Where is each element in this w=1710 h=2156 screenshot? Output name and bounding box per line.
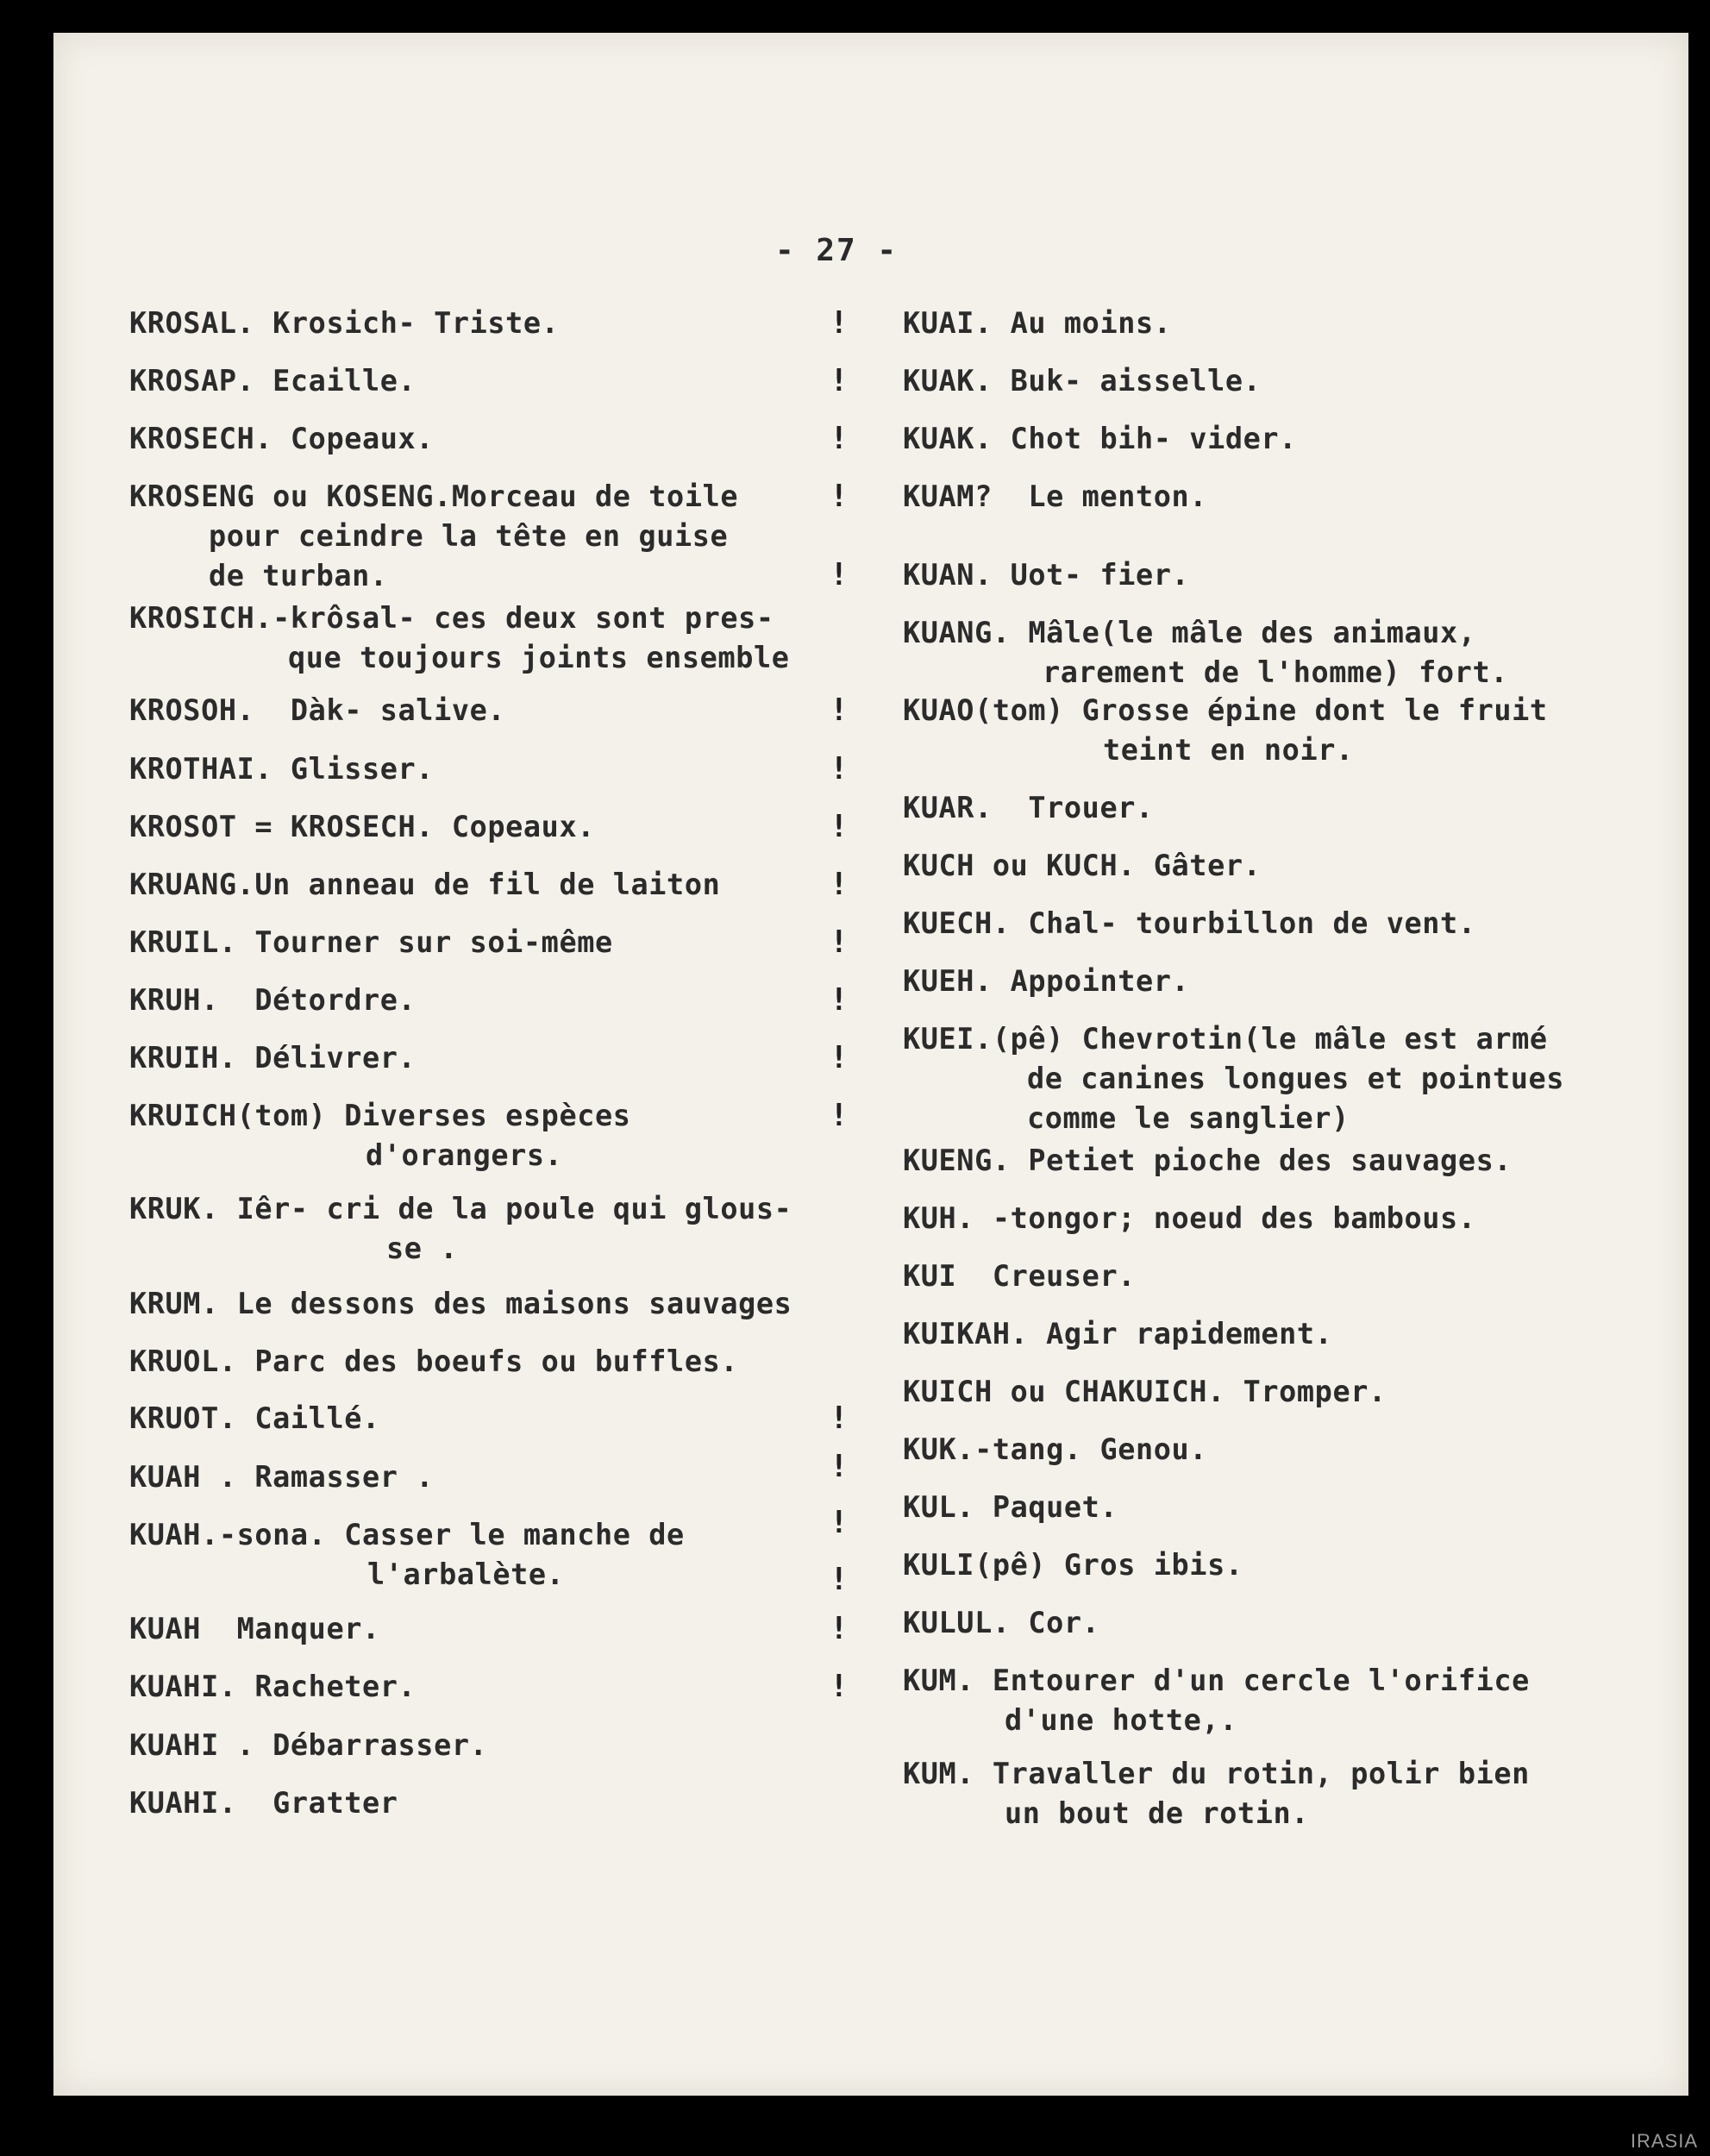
right-entry	[903, 1257, 1136, 1296]
left-entry	[129, 1609, 380, 1649]
separator-mark: !	[830, 1040, 849, 1075]
separator-mark: !	[830, 1449, 849, 1484]
entry-line: KRUIL. Tourner sur soi-même	[129, 925, 613, 959]
entry-line: KUAH Manquer.	[129, 1612, 380, 1645]
left-column	[53, 33, 873, 2096]
entry-line: se .	[386, 1232, 459, 1265]
separator-mark: !	[830, 1562, 849, 1597]
separator-mark: !	[830, 421, 849, 456]
entry-line: de turban.	[209, 559, 388, 592]
left-entry	[129, 865, 720, 905]
left-entry	[129, 923, 613, 962]
left-entry	[129, 1096, 631, 1175]
entry-line: d'orangers.	[366, 1138, 563, 1172]
left-entry	[129, 1667, 416, 1707]
left-entry	[129, 1038, 416, 1078]
entry-line: KUK.-tang. Genou.	[903, 1432, 1208, 1466]
left-entry	[129, 1342, 738, 1382]
entry-line: KROSOH. Dàk- salive.	[129, 693, 506, 727]
entry-line: KUL. Paquet.	[903, 1490, 1118, 1524]
left-entry	[129, 361, 416, 401]
right-entry	[903, 1019, 1564, 1138]
entry-line: KROSICH.-krôsal- ces deux sont pres-	[129, 601, 774, 635]
right-entry	[903, 1430, 1207, 1470]
entry-line: KUAHI. Racheter.	[129, 1670, 417, 1703]
entry-line: KUM. Travaller du rotin, polir bien	[903, 1757, 1530, 1790]
entry-line: KUI Creuser.	[903, 1259, 1136, 1293]
right-entry	[903, 1372, 1387, 1412]
left-entry	[129, 304, 559, 343]
entry-line: KUAHI . Débarrasser.	[129, 1728, 488, 1762]
right-entry	[903, 1314, 1332, 1354]
entry-line: comme le sanglier)	[1027, 1101, 1350, 1135]
entry-line: KROSOT = KROSECH. Copeaux.	[129, 810, 595, 843]
entry-line: KUAH . Ramasser .	[129, 1460, 435, 1494]
entry-line: KROSECH. Copeaux.	[129, 422, 435, 455]
entry-line: KROSENG ou KOSENG.Morceau de toile	[129, 479, 739, 513]
entry-line: pour ceindre la tête en guise	[209, 519, 729, 553]
right-entry	[903, 555, 1189, 595]
right-entry	[903, 1545, 1243, 1585]
entry-line: KRUH. Détordre.	[129, 983, 417, 1017]
entry-line: KUEH. Appointer.	[903, 964, 1190, 998]
left-entry	[129, 1726, 487, 1765]
entry-line: KRUOL. Parc des boeufs ou buffles.	[129, 1344, 739, 1378]
entry-line: KUEI.(pê) Chevrotin(le mâle est armé	[903, 1022, 1548, 1056]
right-entry	[903, 1661, 1530, 1740]
entry-line: KUCH ou KUCH. Gâter.	[903, 849, 1262, 882]
separator-mark: !	[830, 1401, 849, 1436]
right-entry	[903, 691, 1548, 770]
right-entry	[903, 613, 1508, 693]
right-entry	[903, 304, 1172, 343]
left-entry	[129, 1399, 380, 1438]
separator-mark: !	[830, 1611, 849, 1646]
right-entry	[903, 1141, 1512, 1181]
right-entry	[903, 904, 1476, 943]
entry-line: de canines longues et pointues	[1027, 1062, 1565, 1095]
right-entry	[903, 1754, 1530, 1833]
entry-line: KUH. -tongor; noeud des bambous.	[903, 1201, 1476, 1235]
entry-line: l'arbalète.	[367, 1557, 565, 1591]
separator-mark: !	[830, 809, 849, 844]
entry-line: KUICH ou CHAKUICH. Tromper.	[903, 1375, 1387, 1408]
separator-mark: !	[830, 693, 849, 728]
right-entry	[903, 361, 1261, 401]
right-entry	[903, 1603, 1099, 1643]
separator-mark: !	[830, 867, 849, 902]
left-entry	[129, 419, 434, 459]
entry-line: KRUANG.Un anneau de fil de laiton	[129, 868, 721, 901]
entry-line: KROSAP. Ecaille.	[129, 364, 417, 398]
right-entry	[903, 419, 1297, 459]
left-entry	[129, 981, 416, 1020]
right-entry	[903, 788, 1154, 828]
separator-mark: !	[830, 1669, 849, 1704]
entry-line: KULUL. Cor.	[903, 1606, 1100, 1639]
entry-line: un bout de rotin.	[1005, 1796, 1310, 1830]
left-entry	[129, 599, 790, 678]
right-entry	[903, 1199, 1476, 1238]
left-entry	[129, 1284, 792, 1324]
entry-line: KUIKAH. Agir rapidement.	[903, 1317, 1333, 1351]
entry-line: KROSAL. Krosich- Triste.	[129, 306, 560, 340]
entry-line: KUAK. Buk- aisselle.	[903, 364, 1262, 398]
separator-mark: !	[830, 557, 849, 592]
entry-line: KUAM? Le menton.	[903, 479, 1208, 513]
left-entry	[129, 1783, 398, 1823]
entry-line: KUAN. Uot- fier.	[903, 558, 1190, 592]
left-entry	[129, 1515, 685, 1595]
separator-mark: !	[830, 1098, 849, 1133]
entry-line: KRUICH(tom) Diverses espèces	[129, 1099, 631, 1132]
entry-line: KRUOT. Caillé.	[129, 1401, 380, 1435]
entry-line: KUAR. Trouer.	[903, 791, 1154, 824]
right-entry	[903, 1488, 1118, 1527]
entry-line: KUENG. Petiet pioche des sauvages.	[903, 1144, 1513, 1177]
entry-line: KRUIH. Délivrer.	[129, 1041, 417, 1075]
right-entry	[903, 846, 1261, 886]
separator-mark: !	[830, 982, 849, 1018]
right-column	[903, 33, 1688, 2096]
left-entry	[129, 477, 738, 596]
left-entry	[129, 1189, 792, 1269]
separator-mark: !	[830, 751, 849, 787]
separator-mark: !	[830, 924, 849, 960]
entry-line: rarement de l'homme) fort.	[1043, 655, 1508, 689]
separator-mark: !	[830, 305, 849, 341]
left-entry	[129, 1457, 434, 1497]
entry-line: KUAHI. Gratter	[129, 1786, 398, 1820]
entry-line: que toujours joints ensemble	[288, 641, 790, 674]
entry-line: KUAK. Chot bih- vider.	[903, 422, 1297, 455]
separator-mark: !	[830, 1505, 849, 1540]
entry-line: KRUM. Le dessons des maisons sauvages	[129, 1287, 792, 1320]
entry-line: KUM. Entourer d'un cercle l'orifice	[903, 1664, 1530, 1697]
entry-line: teint en noir.	[1103, 733, 1354, 767]
watermark: IRASIA	[1630, 2130, 1698, 2152]
left-entry	[129, 691, 505, 730]
entry-line: KULI(pê) Gros ibis.	[903, 1548, 1243, 1582]
entry-line: KROTHAI. Glisser.	[129, 752, 435, 786]
entry-line: KUANG. Mâle(le mâle des animaux,	[903, 616, 1476, 649]
entry-line: KRUK. Iêr- cri de la poule qui glous-	[129, 1192, 792, 1225]
separator-mark: !	[830, 479, 849, 514]
document-page	[53, 33, 1688, 2096]
left-entry	[129, 749, 434, 789]
entry-line: KUAH.-sona. Casser le manche de	[129, 1518, 685, 1551]
page-number: - 27 -	[774, 233, 899, 268]
right-entry	[903, 477, 1207, 517]
entry-line: KUAI. Au moins.	[903, 306, 1172, 340]
separator-mark: !	[830, 363, 849, 398]
entry-line: KUECH. Chal- tourbillon de vent.	[903, 906, 1476, 940]
right-entry	[903, 962, 1189, 1001]
left-entry	[129, 807, 595, 847]
entry-line: d'une hotte,.	[1005, 1703, 1237, 1737]
entry-line: KUAO(tom) Grosse épine dont le fruit	[903, 693, 1548, 727]
